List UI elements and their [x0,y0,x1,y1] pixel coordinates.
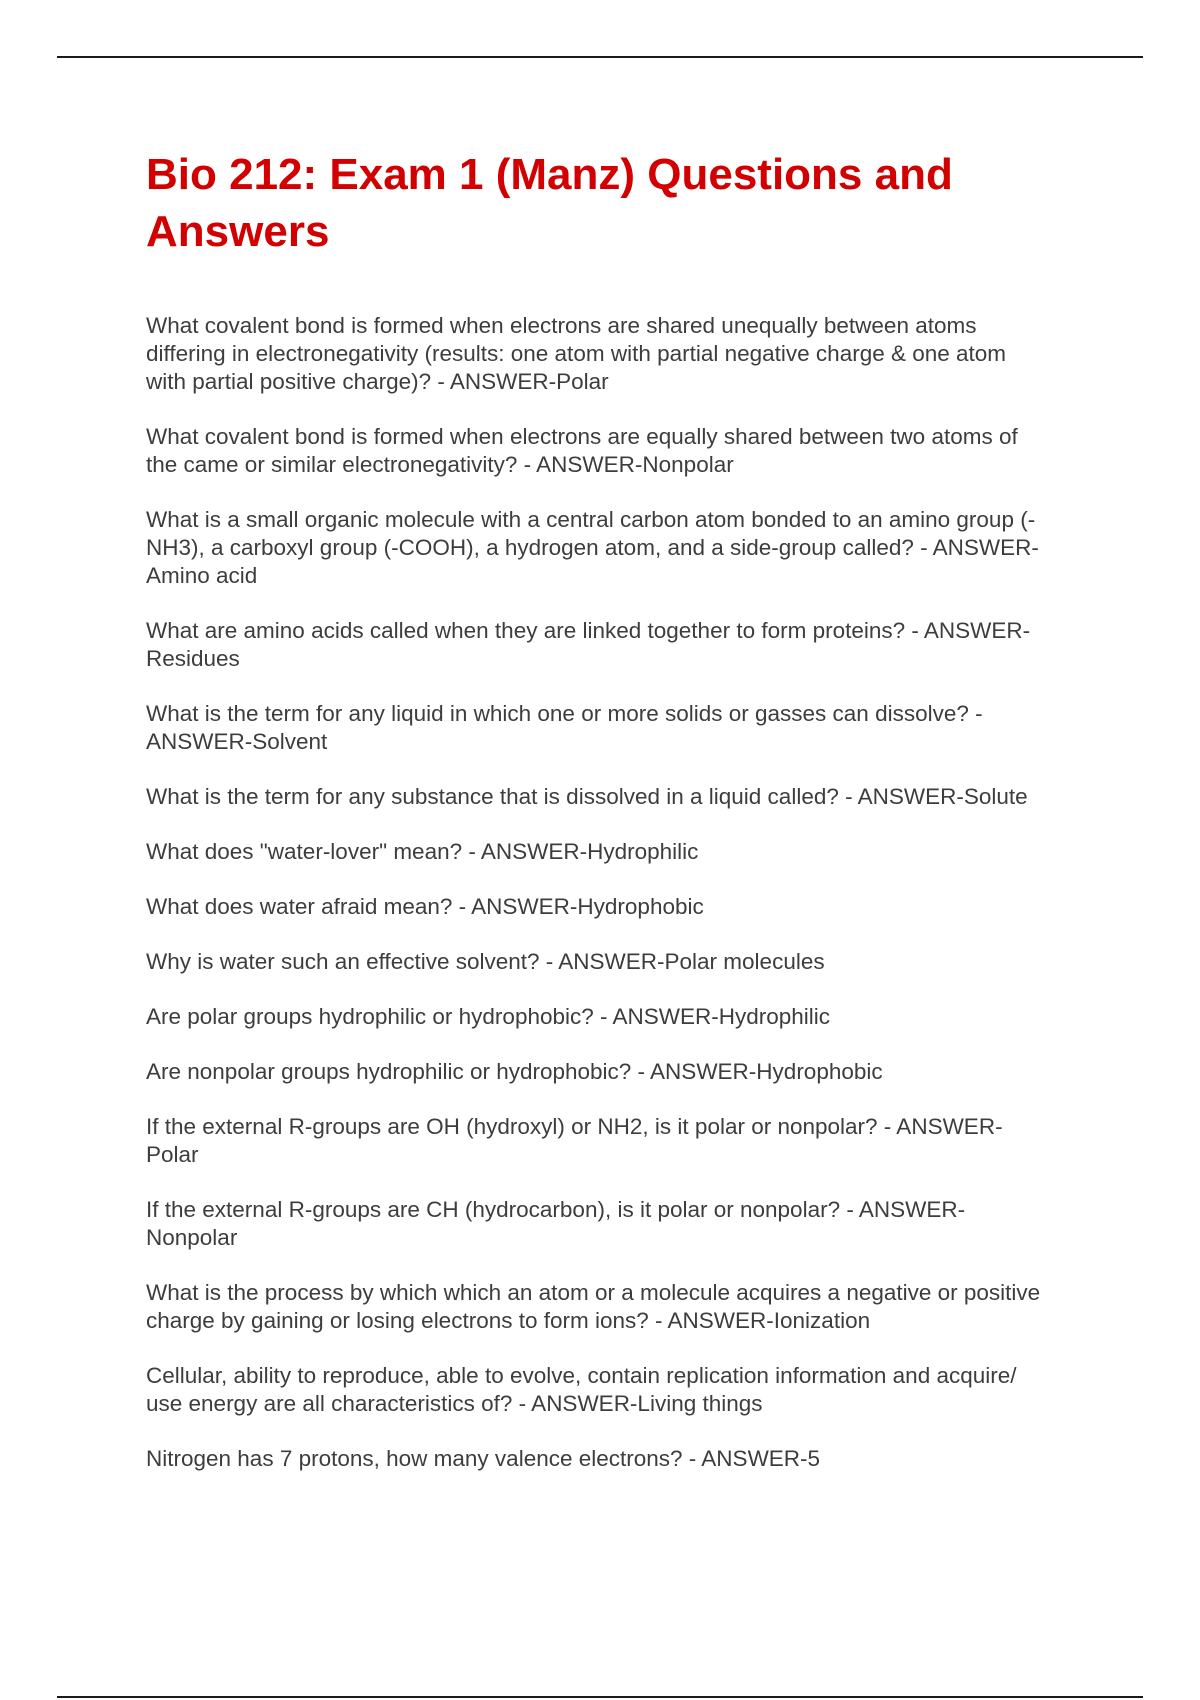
qa-item: If the external R-groups are CH (hydrocarbon), is it polar or nonpolar? - ANSWER-Nonpolar [146,1197,966,1250]
qa-list [146,312,1046,1473]
qa-item: What covalent bond is formed when electrons are shared unequally between atoms differing in electronegativity (results: one atom with partial negative charge & one atom with partial positive charge)? - ANSWER-Polar [146,313,1007,394]
qa-item: What is the term for any liquid in which one or more solids or gasses can dissolve? - ANSWER-Solvent [146,701,983,754]
qa-item: Are nonpolar groups hydrophilic or hydrophobic? - ANSWER-Hydrophobic [146,1059,883,1084]
document-title: Bio 212: Exam 1 (Manz) Questions and Answers [146,150,953,256]
document-body [146,146,1046,1500]
qa-item: What is the process by which which an atom or a molecule acquires a negative or positive charge by gaining or losing electrons to form ions? - ANSWER-Ionization [146,1280,1041,1333]
qa-item: Why is water such an effective solvent? - ANSWER-Polar molecules [146,949,825,974]
qa-item: What is a small organic molecule with a central carbon atom bonded to an amino group (-NH3), a carboxyl group (-COOH), a hydrogen atom, and a side-group called? - ANSWER-Amino acid [146,507,1039,588]
qa-item: What does water afraid mean? - ANSWER-Hydrophobic [146,894,704,919]
qa-item: Nitrogen has 7 protons, how many valence electrons? - ANSWER-5 [146,1446,821,1471]
qa-item: What covalent bond is formed when electrons are equally shared between two atoms of the came or similar electronegativity? - ANSWER-Nonpolar [146,424,1018,477]
qa-item: What is the term for any substance that is dissolved in a liquid called? - ANSWER-Solute [146,784,1028,809]
qa-item: What does "water-lover" mean? - ANSWER-Hydrophilic [146,839,699,864]
qa-item: Cellular, ability to reproduce, able to evolve, contain replication information and acquire/ use energy are all characteristics of? - ANSWER-Living things [146,1363,1017,1416]
qa-item: If the external R-groups are OH (hydroxyl) or NH2, is it polar or nonpolar? - ANSWER-Polar [146,1114,1003,1167]
bottom-rule [57,1696,1143,1698]
top-rule [57,56,1143,58]
qa-item: What are amino acids called when they are linked together to form proteins? - ANSWER-Residues [146,618,1031,671]
qa-item: Are polar groups hydrophilic or hydrophobic? - ANSWER-Hydrophilic [146,1004,831,1029]
